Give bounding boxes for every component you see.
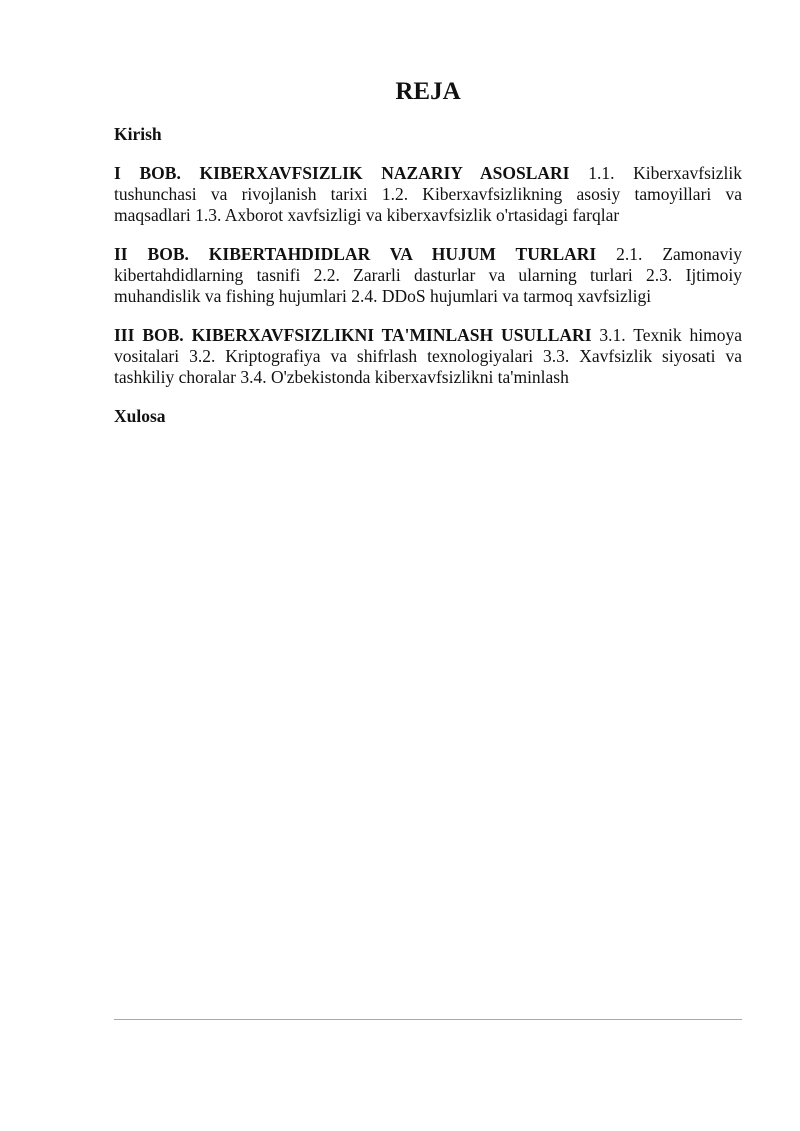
chapter-1-heading: I BOB. KIBERXAVFSIZLIK NAZARIY ASOSLARI: [114, 163, 570, 183]
conclusion-entry: [114, 406, 742, 427]
chapter-2-sections: 2.1. Zamonaviy kibertahdidlarning tasnifi 2.2. Zararli dasturlar va ularning turlari 2.3. Ijtimoiy muhandislik va fishing hujumlari 2.4. DDoS hujumlari va tarmoq xavfsizligi: [114, 244, 743, 306]
conclusion-label: Xulosa: [114, 406, 166, 426]
chapter-2-entry: [114, 244, 742, 307]
chapter-3-sections: 3.1. Texnik himoya vositalari 3.2. Kriptografiya va shifrlash texnologiyalari 3.3. Xavfsizlik siyosati va tashkiliy choralar 3.4. O'zbekistonda kiberxavfsizlikni ta'minlash: [114, 325, 742, 387]
chapter-3-heading: III BOB. KIBERXAVFSIZLIKNI TA'MINLASH USULLARI: [114, 325, 592, 345]
chapter-2-heading: II BOB. KIBERTAHDIDLAR VA HUJUM TURLARI: [114, 244, 597, 264]
intro-entry: [114, 124, 742, 145]
chapter-1-sections: 1.1. Kiberxavfsizlik tushunchasi va rivojlanish tarixi 1.2. Kiberxavfsizlikning asosiy tamoyillari va maqsadlari 1.3. Axborot xavfsizligi va kiberxavfsizlik o'rtasidagi farqlar: [114, 163, 742, 225]
chapter-1-entry: [114, 163, 742, 226]
page-title: REJA: [395, 78, 461, 105]
document-page: [114, 0, 742, 1131]
chapter-3-entry: [114, 325, 742, 388]
footer-divider: [114, 1019, 742, 1020]
table-of-contents: [114, 124, 742, 445]
intro-label: Kirish: [114, 124, 162, 144]
